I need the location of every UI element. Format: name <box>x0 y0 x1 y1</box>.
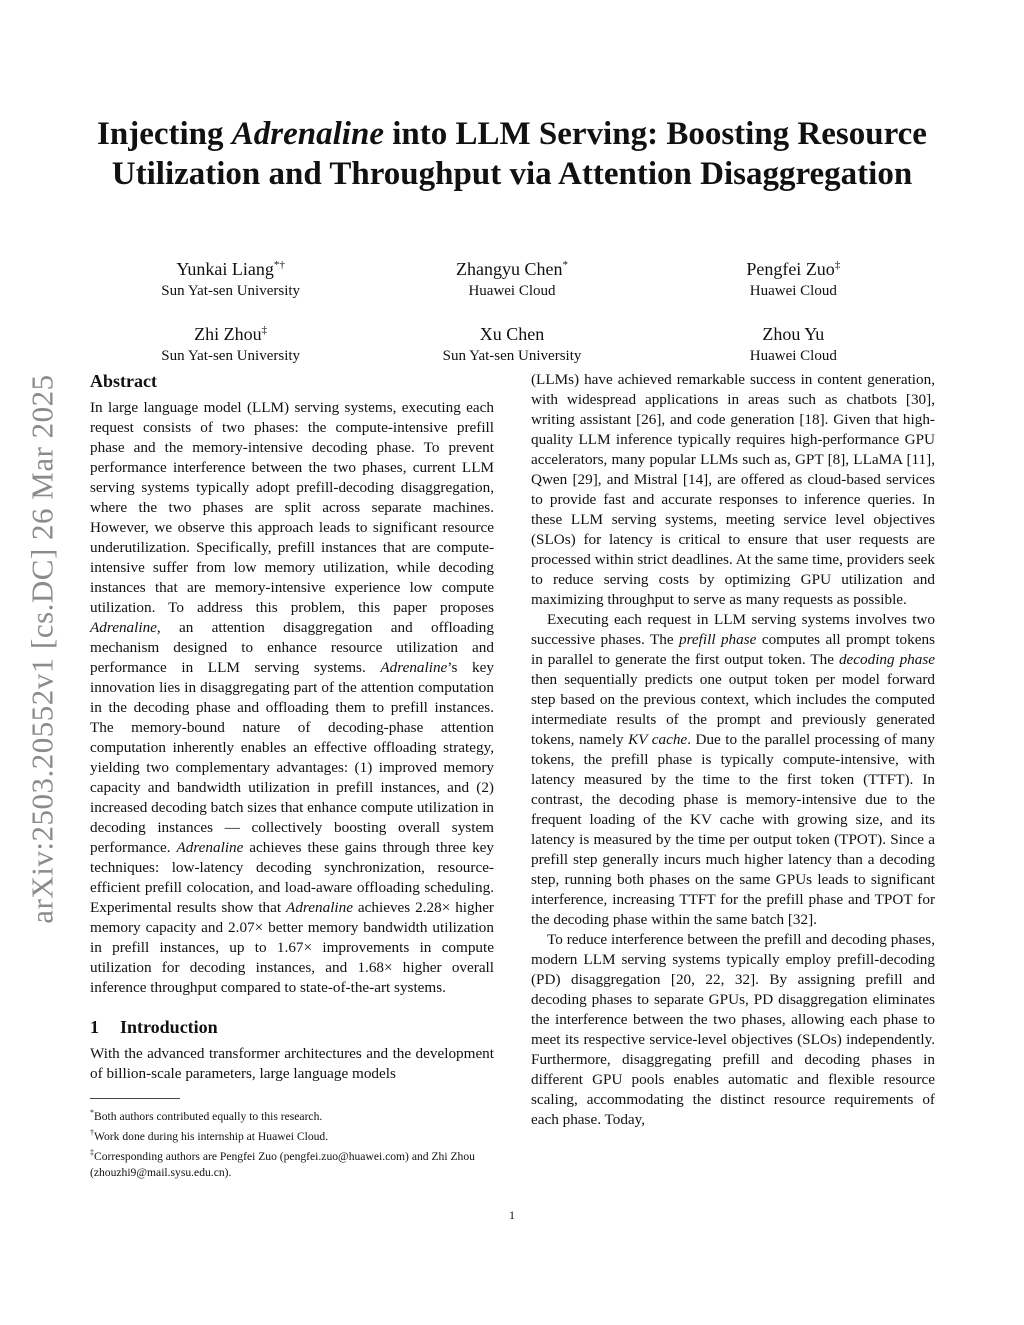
footnote: *Both authors contributed equally to this research. <box>90 1108 323 1123</box>
author-affiliation: Sun Yat-sen University <box>442 348 582 364</box>
author-affiliation: Sun Yat-sen University <box>161 348 301 364</box>
intro-paragraph: Executing each request in LLM serving systems involves two successive phases. The prefill phase computes all prompt tokens in parallel to generate the first output token. The decoding phase then sequentially predicts one output token per model forward step based on the previous context, which includes the computed intermediate results of the prompt and previously generated tokens, namely KV cache. Due to the parallel processing of many tokens, the prefill phase is typically compute-intensive, with latency measured by the time to the first token (TTFT). In contrast, the decoding phase is memory-intensive due to the frequent loading of the KV cache with growing size, and its latency is measured by the time per output token (TPOT). Since a prefill step generally incurs much higher latency than a decoding step, running both phases on the same GPUs leads to significant interference, increasing TTFT for the prefill phase and TPOT for the decoding phase within the same batch [32]. <box>531 611 935 928</box>
left-column <box>90 370 494 1181</box>
section-title: Introduction <box>120 1017 218 1037</box>
right-column <box>531 370 935 1130</box>
footnote: ‡Corresponding authors are Pengfei Zuo (pengfei.zuo@huawei.com) and Zhi Zhou (zhouzhi9@mail.sysu.edu.cn). <box>90 1147 475 1179</box>
author <box>90 319 371 366</box>
author-name: Pengfei Zuo <box>746 259 835 279</box>
page-number: 1 <box>509 1208 515 1222</box>
author-name: Zhangyu Chen <box>456 259 563 279</box>
arxiv-stamp <box>25 348 61 950</box>
author-affiliation: Sun Yat-sen University <box>161 283 301 299</box>
author-name: Yunkai Liang <box>176 259 274 279</box>
author-mark: * <box>562 259 568 271</box>
footnote-rule <box>90 1098 180 1099</box>
author-mark: *† <box>273 259 285 271</box>
arxiv-id: arXiv:2503.20552v1 [cs.DC] 26 Mar 2025 <box>25 374 61 924</box>
author-affiliation: Huawei Cloud <box>468 283 556 299</box>
paper-title: Injecting Adrenaline into LLM Serving: Boosting Resource Utilization and Throughput via Attention Disaggregation <box>97 116 927 192</box>
footnote: †Work done during his internship at Huawei Cloud. <box>90 1127 329 1143</box>
section-number: 1 <box>90 1017 99 1037</box>
author <box>371 319 652 366</box>
abstract-text: In large language model (LLM) serving systems, executing each request consists of two phases: the compute-intensive prefill phase and the memory-intensive decoding phase. To prevent performance interference between the two phases, current LLM serving systems typically adopt prefill-decoding disaggregation, where the two phases are split across separate machines. However, we observe this approach leads to significant resource underutilization. Specifically, prefill instances that are compute-intensive suffer from low memory utilization, while decoding instances that are memory-intensive experience low compute utilization. To address this problem, this paper proposes Adrenaline, an attention disaggregation and offloading mechanism designed to enhance resource utilization and performance in LLM serving systems. Adrenaline’s key innovation lies in disaggregating part of the attention computation in the decoding phase and offloading them to prefill instances. The memory-bound nature of decoding-phase attention computation inherently enables an effective offloading strategy, yielding two complementary advantages: (1) improved memory capacity and bandwidth utilization in prefill instances, and (2) increased decoding batch sizes that enhance compute utilization in decoding instances — collectively boosting overall system performance. Adrenaline achieves these gains through three key techniques: low-latency decoding synchronization, resource-efficient prefill colocation, and load-aware offloading scheduling. Experimental results show that Adrenaline achieves 2.28× higher memory capacity and 2.07× better memory bandwidth utilization in prefill instances, up to 1.67× improvements in compute utilization for decoding instances, and 1.68× higher overall inference throughput compared to state-of-the-art systems. <box>90 399 495 996</box>
author <box>653 254 934 301</box>
intro-heading <box>90 1016 494 1038</box>
author <box>371 254 652 301</box>
author <box>90 254 371 301</box>
intro-paragraph: To reduce interference between the prefill and decoding phases, modern LLM serving systems typically employ prefill-decoding (PD) disaggregation [20, 22, 32]. By assigning prefill and decoding phases to separate GPUs, PD disaggregation eliminates the interference between the two phases, allowing each phase to meet its respective service-level objectives (SLOs) independently. Furthermore, disaggregating prefill and decoding phases in different GPU pools enables automatic and flexible resource scaling, accommodating the distinct resource requirements of each phase. Today, <box>531 931 935 1128</box>
author-block <box>90 254 934 366</box>
author-name: Xu Chen <box>479 324 545 344</box>
author-name: Zhou Yu <box>762 324 825 344</box>
author-mark: ‡ <box>834 259 841 271</box>
author-affiliation: Huawei Cloud <box>749 348 837 364</box>
author-affiliation: Huawei Cloud <box>749 283 837 299</box>
author-mark: ‡ <box>261 324 268 336</box>
intro-paragraph: (LLMs) have achieved remarkable success in content generation, with widespread applications in areas such as chatbots [30], writing assistant [26], and code generation [18]. Given that high-quality LLM inference typically requires high-performance GPU accelerators, many popular LLMs such as, GPT [8], LLaMA [11], Qwen [29], and Mistral [14], are offered as cloud-based services to provide fast and accurate responses to inference queries. In these LLM serving systems, meeting service level objectives (SLOs) for latency is critical to ensure that user requests are processed within strict deadlines. At the same time, providers seek to reduce serving costs by optimizing GPU utilization and maximizing throughput to serve as many requests as possible. <box>531 371 935 608</box>
intro-text-left: With the advanced transformer architectures and the development of billion-scale parameters, large language models <box>90 1045 494 1082</box>
abstract-heading: Abstract <box>90 371 157 391</box>
author-name: Zhi Zhou <box>194 324 262 344</box>
author <box>653 319 934 366</box>
